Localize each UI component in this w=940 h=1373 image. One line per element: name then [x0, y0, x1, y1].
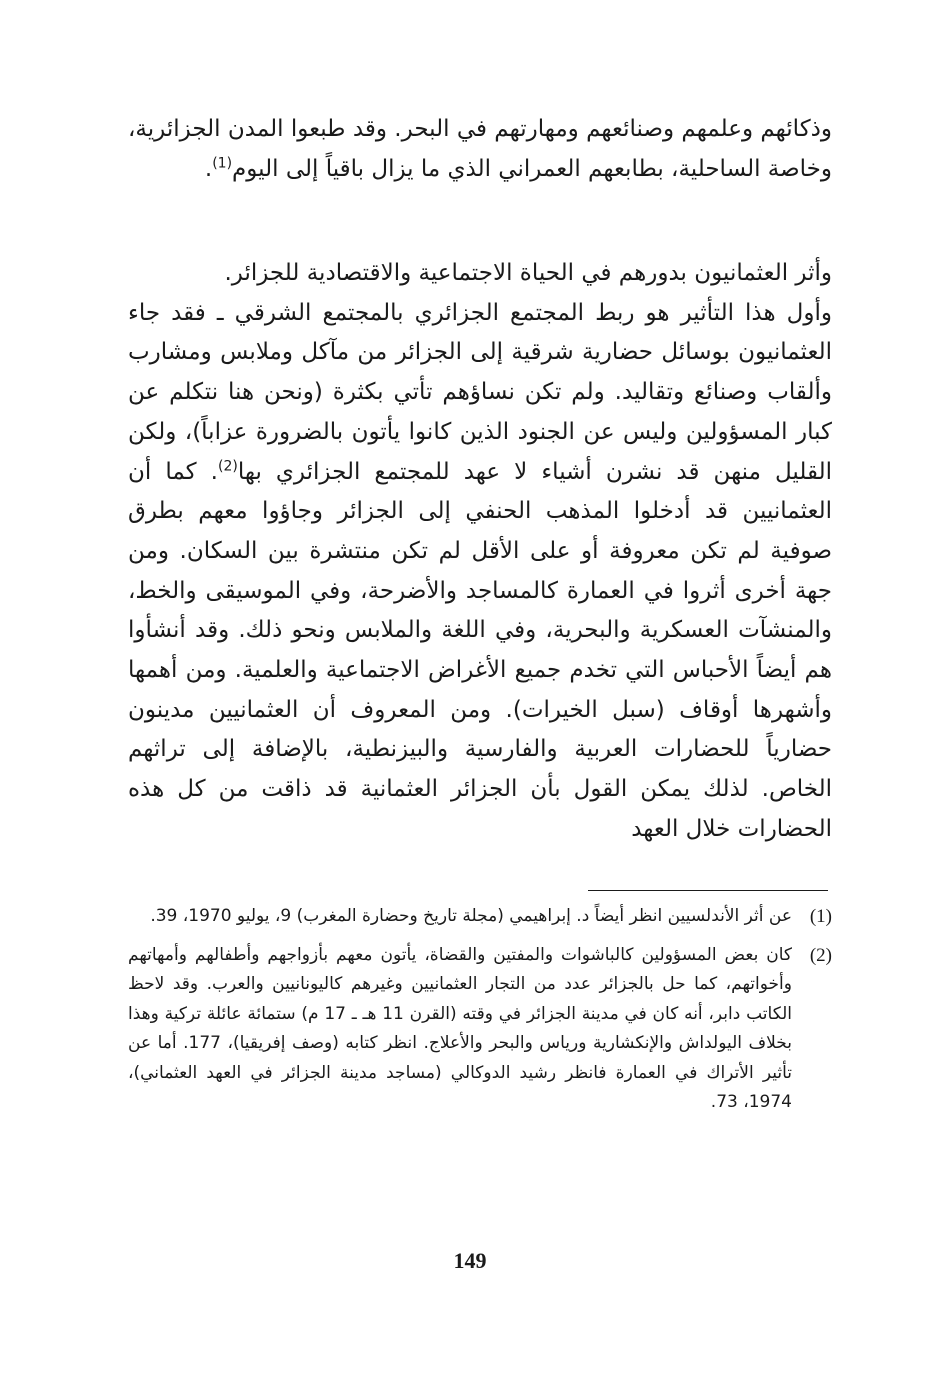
paragraph-2-text: وأول هذا التأثير هو ربط المجتمع الجزائري بالمجتمع الشرقي ـ فقد جاء العثمانيون بوسائل حضارية شرقية إلى الجزائر من مآكل وملابس ومشارب وألقاب وصنائع وتقاليد. ولم تكن نساؤهم تأتي بكثرة (ونحن هنا نتكلم عن كبار المسؤولين وليس عن الجنود الذين كانوا يأتون بالضرورة عزاباً)، ولكن القليل منهن قد نشرن أشياء لا عهد للمجتمع الجزائري بها	[128, 299, 833, 485]
footnotes	[128, 902, 832, 1127]
footnote-separator	[588, 890, 828, 891]
footnote-1	[128, 902, 832, 932]
footnote-ref-2: (2)	[217, 457, 238, 474]
paragraph-1-end: .	[204, 155, 213, 182]
paragraph-2-first-line: وأثر العثمانيون بدورهم في الحياة الاجتماعية والاقتصادية للجزائر.	[224, 260, 832, 286]
paragraph-1-text: وذكائهم وعلمهم وصنائعهم ومهارتهم في البحر. وقد طبعوا المدن الجزائرية، وخاصة الساحلية، بطابعهم العمراني الذي ما يزال باقياً إلى اليوم	[128, 116, 832, 182]
footnote-number: (1)	[809, 906, 832, 927]
page-number: 149	[453, 1248, 487, 1273]
paragraph-2-continuation: . كما أن العثمانيين قد أدخلوا المذهب الحنفي إلى الجزائر وجاؤوا معهم بطرق صوفية لم تكن معروفة أو على الأقل لم تكن منتشرة بين السكان. ومن جهة أخرى أثروا في العمارة كالمساجد والأضرحة، وفي الموسيقى والخط، والمنشآت العسكرية والبحرية، وفي اللغة والملابس ونحو ذلك. وقد أنشأوا هم أيضاً الأحباس التي تخدم جميع الأغراض الاجتماعية والعلمية. ومن أهمها وأشهرها أوقاف (سبل الخيرات). ومن المعروف أن العثمانيين مدينون حضارياً للحضارات العربية والفارسية والبيزنطية، بالإضافة إلى تراثهم الخاص. لذلك يمكن القول بأن الجزائر العثمانية قد ذاقت من كل هذه الحضارات خلال العهد	[128, 458, 832, 842]
paragraph-1	[128, 110, 832, 189]
footnote-text: عن أثر الأندلسيين انظر أيضاً د. إبراهيمي (مجلة تاريخ وحضارة المغرب) 9، يوليو 1970، 39.	[150, 906, 792, 926]
paragraph-2	[128, 254, 832, 850]
footnote-text: كان بعض المسؤولين كالباشوات والمفتين والقضاة، يأتون معهم بأزواجهم وأطفالهم وأمهاتهم وأخواتهم، كما حل بالجزائر عدد من التجار العثمانيين وغيرهم كاليونانيين والعرب. وقد لاحظ الكاتب دابر، أنه كان في مدينة الجزائر في وقته (القرن 11 هـ ـ 17 م) ستمائة عائلة تركية وهذا بخلاف اليولداش والإنكشارية ورياس والبحر والأعلاج. انظر كتابه (وصف إفريقيا)، 177. أما عن تأثير الأتراك في العمارة فانظر رشيد الدوكالي (مساجد مدينة الجزائر في العهد العثماني)، 1974، 73.	[128, 944, 792, 1112]
footnote-number: (2)	[809, 944, 832, 966]
footnote-2	[128, 941, 832, 1118]
footnote-ref-1: (1)	[212, 155, 233, 172]
